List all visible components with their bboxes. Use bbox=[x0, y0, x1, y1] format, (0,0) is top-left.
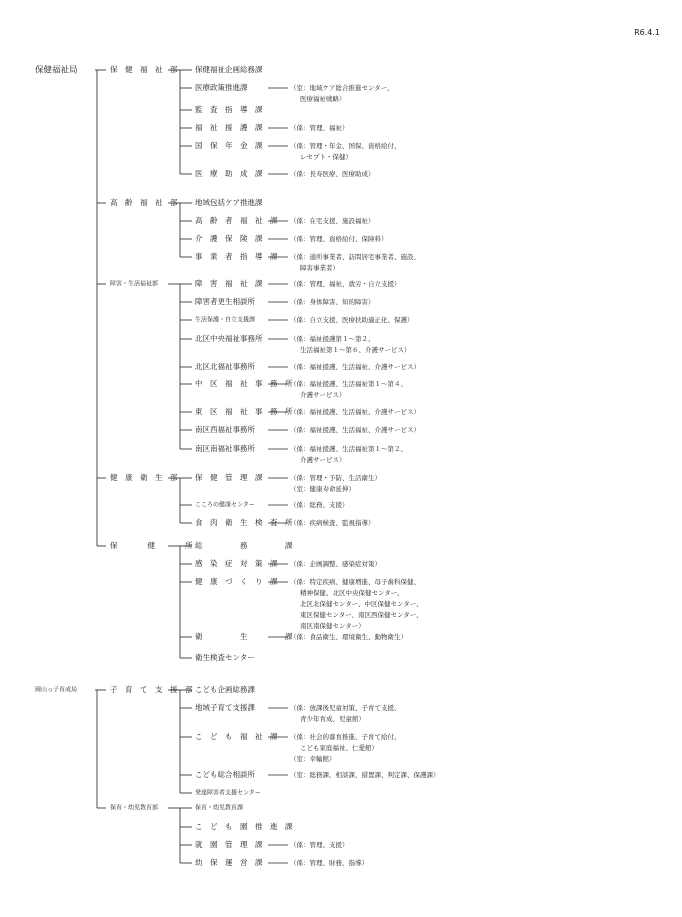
section-label: 感 染 症 対 策 課 bbox=[195, 559, 278, 568]
section-note: 北区北保健センター、中区保健センター、 bbox=[300, 600, 423, 608]
section-note: （係：福祉援護、生活福祉、介護サービス） bbox=[290, 426, 420, 434]
bureau-label: 岡山っ子育成局 bbox=[35, 686, 78, 694]
section-note: 生活福祉第１～第６、介護サービス） bbox=[300, 346, 411, 354]
section-note: 医療福祉戦略） bbox=[300, 95, 346, 103]
section-note: （室：総務課、相談課、措置課、判定課、保護課） bbox=[290, 771, 440, 779]
section-label: 生活保護・自立支援課 bbox=[195, 316, 256, 324]
section-label: 高 齢 者 福 祉 課 bbox=[195, 216, 278, 225]
section-note: 精神保健、北区中央保健センター、 bbox=[300, 589, 404, 597]
section-label: 衛 生 課 bbox=[195, 632, 293, 641]
section-note: （係：管理・予防、生活衛生） bbox=[290, 474, 381, 482]
section-label: 保育・幼児教育課 bbox=[195, 804, 244, 812]
section-label: 南区南福祉事務所 bbox=[195, 444, 255, 453]
department-label: 保育・幼児教育部 bbox=[110, 804, 159, 812]
section-label: 保 健 管 理 課 bbox=[195, 473, 263, 482]
section-label: 地域子育て支援課 bbox=[195, 703, 255, 712]
section-note: （係：福祉援護、生活福祉第１～第２、 bbox=[290, 445, 407, 453]
section-label: 福 祉 援 護 課 bbox=[195, 123, 263, 132]
section-label: 監 査 指 導 課 bbox=[195, 105, 263, 114]
section-note: （係：疾病検査、監視指導） bbox=[290, 519, 375, 527]
section-label: 地域包括ケア推進課 bbox=[195, 198, 263, 207]
section-label: こころの健康センター bbox=[195, 501, 255, 509]
section-note: （係：身体障害、知的障害） bbox=[290, 298, 375, 306]
department-label: 保 健 福 祉 部 bbox=[110, 65, 178, 74]
section-note: （室：幸輪館） bbox=[290, 755, 336, 763]
section-note: 障害事業者） bbox=[300, 264, 339, 272]
section-note: （係：長寿医療、医療助成） bbox=[290, 170, 375, 178]
section-label: 北区北福祉事務所 bbox=[195, 362, 255, 371]
section-label: 障 害 福 祉 課 bbox=[195, 279, 263, 288]
section-label: こども企画総務課 bbox=[195, 685, 255, 694]
section-note: （係：通所事業者、訪問居宅事業者、施設、 bbox=[290, 253, 420, 261]
section-label: 国 保 年 金 課 bbox=[195, 141, 263, 150]
section-label: 中 区 福 祉 事 務 所 bbox=[195, 379, 293, 388]
section-label: 南区西福祉事務所 bbox=[195, 425, 255, 434]
department-label: 高 齢 福 祉 部 bbox=[110, 198, 178, 207]
section-note: （係：管理、福祉） bbox=[290, 124, 349, 132]
department-label: 障害・生活福祉部 bbox=[110, 280, 159, 288]
section-note: （室：健康寿命延伸） bbox=[290, 485, 355, 493]
section-label: 食 肉 衛 生 検 査 所 bbox=[195, 518, 293, 527]
section-note: （係：在宅支援、施設福祉） bbox=[290, 217, 375, 225]
section-label: 東 区 福 祉 事 務 所 bbox=[195, 407, 293, 416]
section-note: 東区保健センター、南区西保健センター、 bbox=[300, 611, 423, 619]
revision-date: R6.4.1 bbox=[634, 28, 660, 37]
section-label: こ ど も 福 祉 課 bbox=[195, 732, 278, 741]
section-note: （係：管理・年金、国保、資格給付、 bbox=[290, 142, 401, 150]
section-note: 介護サービス） bbox=[300, 391, 346, 399]
section-note: （係：福祉援護第１～第２、 bbox=[290, 335, 375, 343]
section-label: 総 務 課 bbox=[195, 541, 293, 550]
section-label: 事 業 者 指 導 課 bbox=[195, 252, 278, 261]
section-note: （係：社会的養育推進、子育て給付、 bbox=[290, 733, 401, 741]
bureau-label: 保健福祉局 bbox=[35, 65, 78, 76]
section-note: （係：管理、財務、指導） bbox=[290, 859, 368, 867]
department-label: 健 康 衛 生 部 bbox=[110, 473, 178, 482]
section-note: （係：放課後児童対策、子育て支援、 bbox=[290, 704, 401, 712]
section-note: （係：自立支援、医療扶助適正化、保護） bbox=[290, 316, 414, 324]
section-note: （係：企画調整、感染症対策） bbox=[290, 560, 381, 568]
department-label: 保 健 所 bbox=[110, 541, 193, 550]
section-note: （係：福祉援護、生活福祉、介護サービス） bbox=[290, 408, 420, 416]
section-note: （係：福祉援護、生活福祉、介護サービス） bbox=[290, 363, 420, 371]
section-label: 医 療 助 成 課 bbox=[195, 169, 263, 178]
section-note: （係：総務、支援） bbox=[290, 501, 349, 509]
section-note: （室：地域ケア総合推進センター、 bbox=[290, 84, 394, 92]
section-note: （係：管理、資格給付、保険料） bbox=[290, 235, 388, 243]
section-label: 医療政策推進課 bbox=[195, 83, 248, 92]
section-note: （係：管理、福祉、就労・自立支援） bbox=[290, 280, 401, 288]
section-label: こ ど も 園 推 進 課 bbox=[195, 822, 293, 831]
section-note: 南区南保健センター） bbox=[300, 622, 365, 630]
section-note: 介護サービス） bbox=[300, 456, 346, 464]
section-note: （係：福祉援護、生活福祉第１～第４、 bbox=[290, 380, 407, 388]
section-label: 介 護 保 険 課 bbox=[195, 234, 263, 243]
section-note: （係：管理、支援） bbox=[290, 841, 349, 849]
section-label: 就 園 管 理 課 bbox=[195, 840, 263, 849]
section-note: （係：特定疾病、健康増進、母子歯科保健、 bbox=[290, 578, 420, 586]
section-label: 障害者更生相談所 bbox=[195, 297, 255, 306]
section-note: （係：食品衛生、環境衛生、動物衛生） bbox=[290, 633, 407, 641]
section-label: こども総合相談所 bbox=[195, 770, 255, 779]
section-label: 発達障害者支援センター bbox=[195, 789, 261, 797]
section-label: 健 康 づ く り 課 bbox=[195, 577, 278, 586]
section-note: 青少年育成、児童館） bbox=[300, 715, 365, 723]
section-label: 北区中央福祉事務所 bbox=[195, 334, 263, 343]
section-note: レセプト・保健） bbox=[300, 153, 352, 161]
department-label: 子 育 て 支 援 部 bbox=[110, 685, 193, 694]
section-label: 衛生検査センター bbox=[195, 653, 255, 662]
section-note: こども家庭福祉、仁愛館） bbox=[300, 744, 378, 752]
section-label: 保健福祉企画総務課 bbox=[195, 65, 263, 74]
section-label: 幼 保 運 営 課 bbox=[195, 858, 263, 867]
